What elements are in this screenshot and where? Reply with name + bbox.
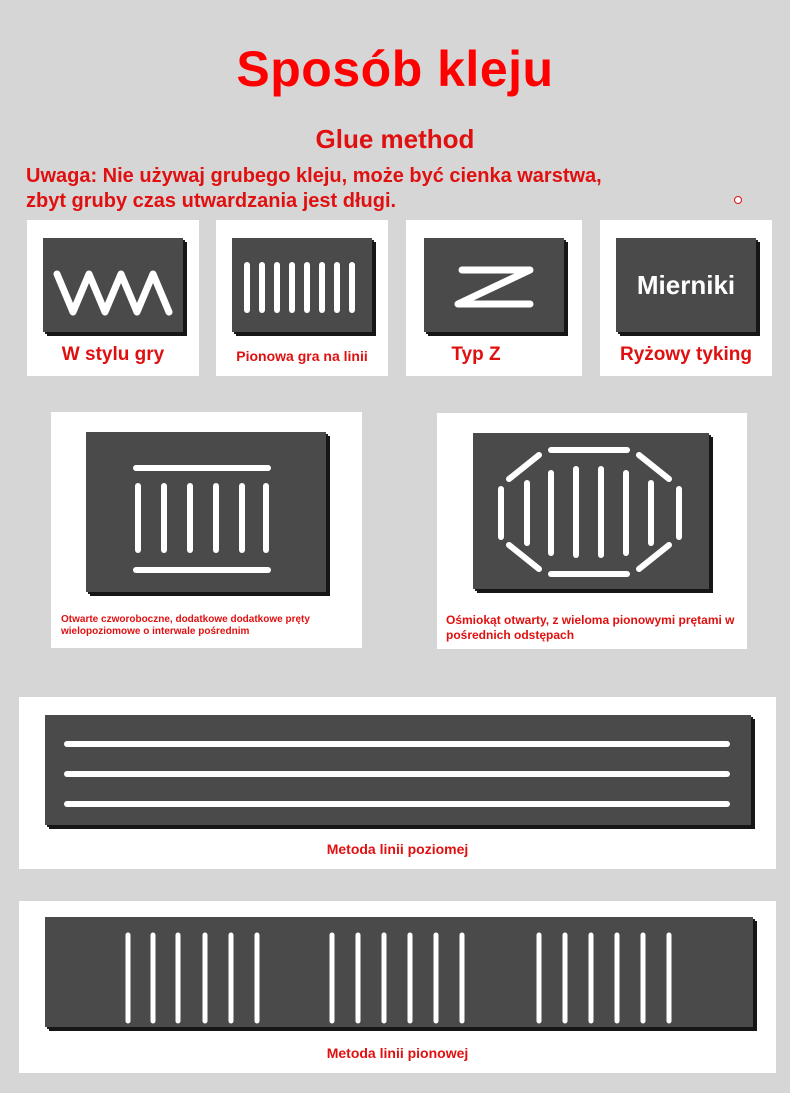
pattern-label-z-type: Typ Z	[451, 344, 501, 365]
decorative-dot	[734, 196, 742, 204]
pattern-card-text-plate	[600, 220, 772, 376]
horizontal-lines-glue-pattern-icon	[45, 715, 751, 825]
page-title: Sposób kleju	[236, 41, 554, 97]
pattern-card-z-type	[406, 220, 582, 376]
plate-text: Mierniki	[636, 269, 736, 300]
text-plate-icon	[616, 238, 756, 332]
open-rectangle-glue-pattern-icon	[86, 432, 326, 592]
pattern-card-open-rectangle	[51, 412, 362, 648]
z-shape-glue-pattern-icon	[424, 238, 564, 332]
open-octagon-glue-pattern-icon	[473, 433, 709, 589]
pattern-label-vertical-lines: Pionowa gra na linii	[236, 348, 368, 364]
pattern-label-open-octagon: Ośmiokąt otwarty, z wieloma pionowymi prętami w pośrednich odstępach	[446, 613, 735, 642]
pattern-card-vertical-line-groups	[19, 901, 776, 1073]
pattern-label-open-rectangle: Otwarte czworoboczne, dodatkowe dodatkowe pręty wielopoziomowe o interwale pośrednim	[61, 614, 310, 637]
pattern-label-zigzag: W stylu gry	[61, 344, 165, 365]
page-subtitle: Glue method	[315, 124, 475, 154]
pattern-label-text-plate: Ryżowy tyking	[620, 344, 752, 365]
pattern-card-open-octagon	[437, 413, 747, 649]
pattern-card-vertical-lines	[216, 220, 388, 376]
zigzag-glue-pattern-icon	[43, 238, 183, 332]
warning-text	[26, 164, 726, 214]
vertical-line-groups-glue-pattern-icon	[45, 917, 753, 1027]
pattern-label-vertical-line-groups: Metoda linii pionowej	[326, 1045, 469, 1061]
pattern-card-horizontal-lines	[19, 697, 776, 869]
pattern-card-zigzag	[27, 220, 199, 376]
pattern-label-horizontal-lines: Metoda linii poziomej	[326, 841, 469, 857]
warning-line-1: Uwaga: Nie używaj grubego kleju, może być cienka warstwa,	[26, 165, 602, 187]
vertical-lines-glue-pattern-icon	[232, 238, 372, 332]
warning-line-2: zbyt gruby czas utwardzania jest długi.	[26, 190, 397, 212]
